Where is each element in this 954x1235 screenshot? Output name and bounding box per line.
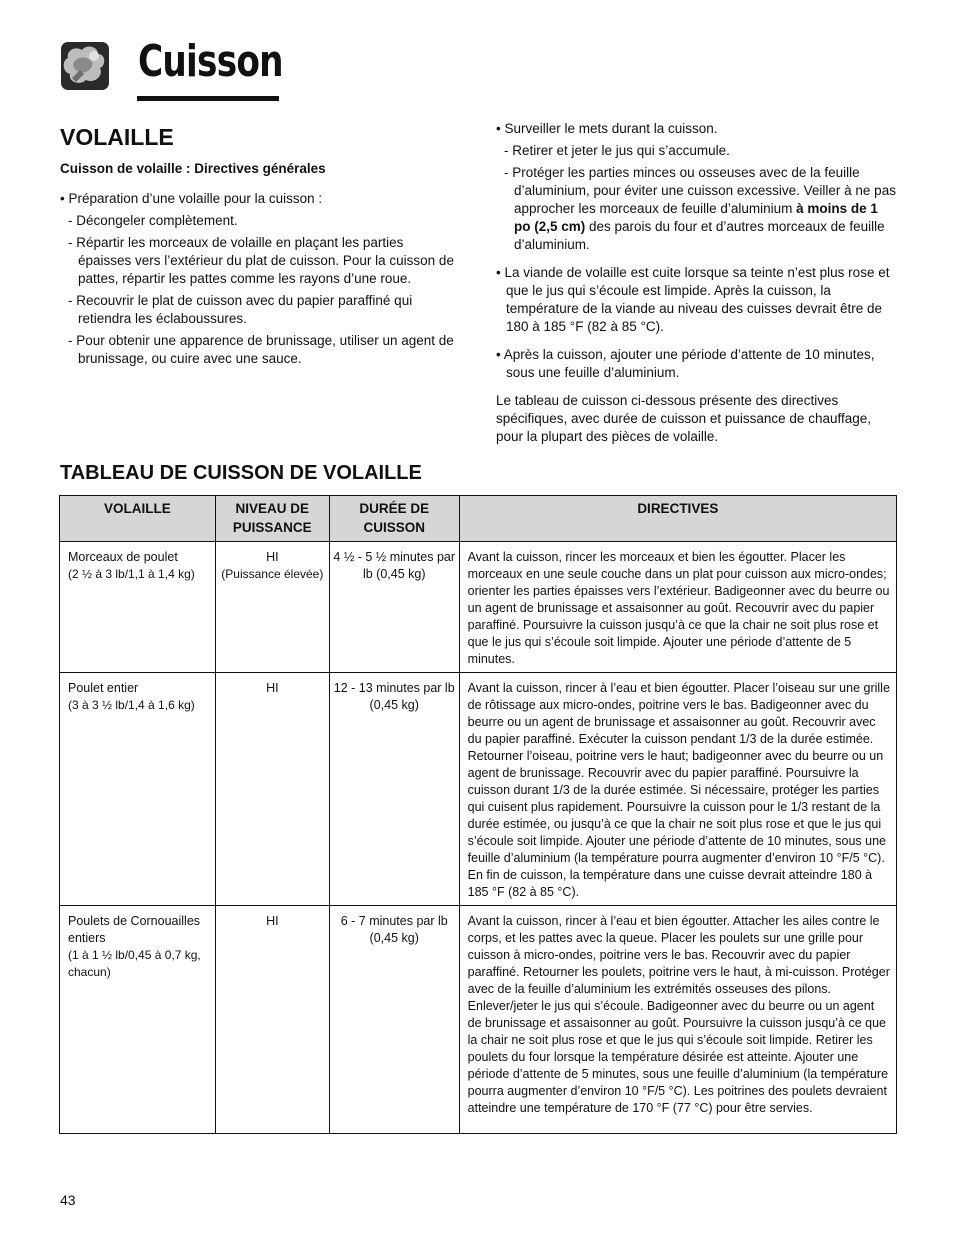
poultry-weight: (1 à 1 ½ lb/0,45 à 0,7 kg, chacun) — [68, 948, 201, 979]
prep-item: - Pour obtenir une apparence de brunissage, utiliser un agent de brunissage, ou cuire avec une sauce. — [68, 333, 454, 366]
table-header-row — [60, 496, 897, 542]
time-cell: 4 ½ - 5 ½ minutes par lb (0,45 kg) — [329, 542, 459, 673]
watch-item: - Retirer et jeter le jus qui s’accumule. — [504, 143, 730, 158]
table-heading: TABLEAU DE CUISSON DE VOLAILLE — [60, 462, 422, 484]
poultry-name: Poulets de Cornouailles entiers — [68, 914, 201, 945]
page-number: 43 — [60, 1192, 76, 1208]
power-level: HI — [266, 914, 279, 928]
page-title: Cuisson — [138, 36, 283, 87]
poultry-cell — [60, 906, 216, 1134]
doneness-bullet: • La viande de volaille est cuite lorsque sa teinte n’est plus rose et que le jus qui s’écoule est limpide. Après la cuisson, la température de la viande au niveau des cuisses devrait être de 180 à 185 °F (82 à 85 °C). — [496, 265, 890, 334]
watch-item-text: - Protéger les parties minces ou osseuses avec de la feuille d’aluminium, pour éviter une cuisson excessive. Veiller à ne pas approcher les morceaux de feuille d’aluminium — [504, 165, 896, 216]
power-detail: (Puissance élevée) — [221, 567, 324, 581]
column-header: NIVEAU DE PUISSANCE — [215, 496, 329, 542]
column-header: DIRECTIVES — [459, 496, 896, 542]
right-column — [496, 120, 896, 446]
table-row — [60, 673, 897, 906]
table-row — [60, 906, 897, 1134]
time-cell: 6 - 7 minutes par lb (0,45 kg) — [329, 906, 459, 1134]
power-cell — [215, 673, 329, 906]
column-header: VOLAILLE — [60, 496, 216, 542]
poultry-cell — [60, 542, 216, 673]
directions-cell: Avant la cuisson, rincer à l’eau et bien égoutter. Placer l’oiseau sur une grille de rôtissage aux micro-ondes, poitrine vers le bas. Badigeonner avec du beurre ou un agent de brunissage et assaisonner au goût. Recouvrir avec du papier paraffiné. Exécuter la cuisson pendant 1/3 de la durée estimée. Retourner l’oiseau, poitrine vers le haut; badigeonner avec du beurre ou un agent de brunissage. Recouvrir avec du papier paraffiné. Poursuivre la cuisson durant 1/3 de la durée estimée. Si nécessaire, protéger les parties qui cuisent plus rapidement. Poursuivre la cuisson pour le 1/3 restant de la durée estimée, ou jusqu’à ce que la chair ne soit plus rose et que le jus qui s’écoule soit limpide. Ajouter une période d’attente de 10 minutes, sous une feuille d’aluminium (la température pourra augmenter d’environ 10 °F/5 °C). En fin de cuisson, la température dans une cuisse devrait atteindre 180 à 185 °F (82 à 85 °C). — [459, 673, 896, 906]
section-subheading: Cuisson de volaille : Directives générales — [60, 161, 326, 176]
poultry-weight: (3 à 3 ½ lb/1,4 à 1,6 kg) — [68, 698, 195, 712]
title-underline — [137, 96, 279, 101]
standing-bullet: • Après la cuisson, ajouter une période d’attente de 10 minutes, sous une feuille d’aluminium. — [496, 347, 875, 380]
power-level: HI — [266, 550, 279, 564]
cooking-table — [59, 495, 897, 1134]
table-row — [60, 542, 897, 673]
poultry-cell — [60, 673, 216, 906]
intro-paragraph: Le tableau de cuisson ci-dessous présente des directives spécifiques, avec durée de cuisson et puissance de chauffage, pour la plupart des pièces de volaille. — [496, 393, 872, 444]
poultry-name: Poulet entier — [68, 681, 139, 695]
watch-item-text: des parois du four et d’autres morceaux de feuille d’aluminium. — [514, 219, 885, 252]
section-heading: VOLAILLE — [60, 124, 174, 150]
poultry-name: Morceaux de poulet — [68, 550, 178, 564]
prep-item: - Répartir les morceaux de volaille en plaçant les parties épaisses vers l’extérieur du plat de cuisson. Pour la cuisson de pattes, répartir les pattes comme les rayons d’une roue. — [68, 235, 454, 286]
poultry-weight: (2 ½ à 3 lb/1,1 à 1,4 kg) — [68, 567, 195, 581]
directions-cell: Avant la cuisson, rincer les morceaux et bien les égoutter. Placer les morceaux en une seule couche dans un plat pour cuisson aux micro-ondes; orienter les parties épaisses vers l’extérieur. Badigeonner avec du beurre ou un agent de brunissage et assaisonner au goût. Recouvrir avec du papier paraffiné. Poursuivre la cuisson jusqu’à ce que la chair ne soit plus rose et que le jus qui s’écoule soit limpide. Ajouter une période d’attente de 5 minutes. — [459, 542, 896, 673]
prep-item: - Recouvrir le plat de cuisson avec du papier paraffiné qui retiendra les éclaboussures. — [68, 293, 413, 326]
prep-bullet: • Préparation d’une volaille pour la cuisson : — [60, 191, 323, 206]
cooking-icon — [60, 40, 110, 92]
power-cell — [215, 906, 329, 1134]
time-cell: 12 - 13 minutes par lb (0,45 kg) — [329, 673, 459, 906]
watch-item — [496, 164, 896, 254]
column-header: DURÉE DE CUISSON — [329, 496, 459, 542]
prep-item: - Décongeler complètement. — [68, 213, 238, 228]
left-column — [60, 120, 455, 372]
directions-cell: Avant la cuisson, rincer à l’eau et bien égoutter. Attacher les ailes contre le corps, et les pattes avec la queue. Placer les poulets sur une grille pour cuisson à micro-ondes, poitrine vers le bas. Recouvrir avec du papier paraffiné. Retourner les poulets, poitrine vers le haut, à mi-cuisson. Protéger avec de la feuille d’aluminium les extrémités osseuses des pilons. Enlever/jeter le jus qui s’écoule. Badigeonner avec du beurre ou un agent de brunissage et assaisonner au goût. Poursuivre la cuisson jusqu’à ce que la chair ne soit plus rose et que le jus qui s’écoule soit limpide. Retirer les poulets du four lorsque la température désirée est atteinte. Ajouter une période d’attente de 5 minutes, sous une feuille d’aluminium (la température pourra augmenter d’environ 10 °F/5 °C). Les poitrines des poulets devraient atteindre une température de 170 °F (77 °C) pour être servies. — [459, 906, 896, 1134]
power-cell — [215, 542, 329, 673]
watch-item-emphasis: à moins de 1 po (2,5 cm) — [514, 201, 878, 234]
power-level: HI — [266, 681, 279, 695]
watch-bullet: • Surveiller le mets durant la cuisson. — [496, 121, 718, 136]
